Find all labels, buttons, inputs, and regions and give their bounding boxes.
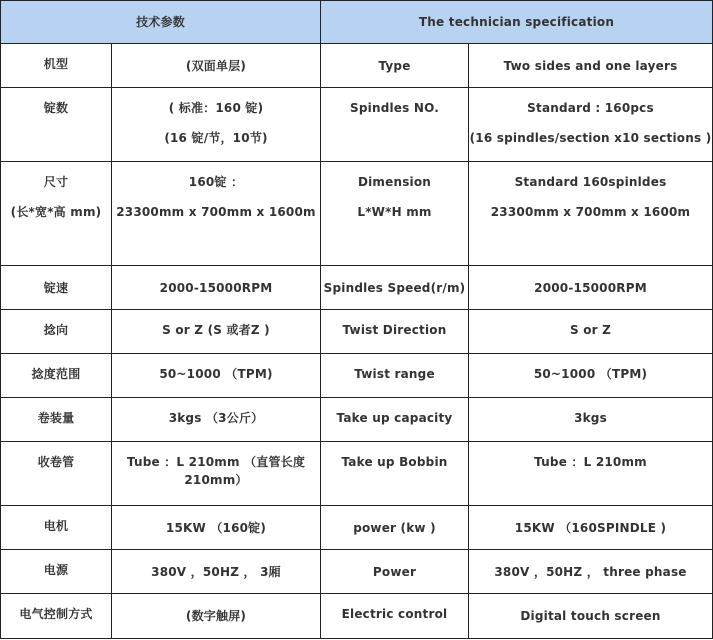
row-en-value: 380V ，50HZ ， three phase: [469, 550, 713, 594]
row-cn-value-line: 160锭 ：: [188, 175, 244, 189]
table-row: [1, 442, 713, 506]
table-row: [1, 594, 713, 639]
row-cn-value: 50~1000 （TPM): [112, 354, 321, 398]
row-cn-label: [1, 162, 112, 266]
header-row: [1, 1, 713, 44]
row-en-value: 15KW （160SPINDLE ): [469, 506, 713, 550]
row-cn-label: 电机: [1, 506, 112, 550]
row-cn-value: [112, 442, 321, 506]
row-cn-value: 2000-15000RPM: [112, 266, 321, 310]
row-en-label-line: L*W*H mm: [357, 205, 432, 219]
row-cn-value: 15KW （160锭): [112, 506, 321, 550]
row-cn-label-line: (长*宽*高 mm): [10, 205, 102, 219]
row-en-value: 50~1000 （TPM): [469, 354, 713, 398]
row-cn-label: 机型: [1, 44, 112, 88]
row-cn-value: 3kgs （3公斤）: [112, 398, 321, 442]
row-cn-value: [112, 162, 321, 266]
row-cn-label-line: 尺寸: [43, 175, 69, 189]
table-row: [1, 266, 713, 310]
row-en-value: [469, 162, 713, 266]
row-en-value: [469, 88, 713, 162]
row-en-label-line: Dimension: [357, 175, 432, 189]
row-cn-value: S or Z (S 或者Z ): [112, 310, 321, 354]
row-cn-label: 收卷管: [1, 442, 112, 506]
row-en-value-line: Standard : 160pcs: [527, 101, 654, 115]
row-en-value: Digital touch screen: [469, 594, 713, 639]
table-row: [1, 162, 713, 266]
row-en-value: 3kgs: [469, 398, 713, 442]
row-cn-value-line: 210mm）: [184, 473, 248, 487]
row-cn-label: 捻向: [1, 310, 112, 354]
header-en: The technician specification: [321, 1, 713, 44]
row-cn-value: (双面单层): [112, 44, 321, 88]
row-cn-value-line: (16 锭/节，10节): [164, 131, 268, 145]
row-cn-label: 捻度范围: [1, 354, 112, 398]
table-row: [1, 506, 713, 550]
row-en-label: Electric control: [321, 594, 469, 639]
row-en-label: Take up Bobbin: [321, 442, 469, 506]
row-en-label: Power: [321, 550, 469, 594]
row-en-label: power (kw ): [321, 506, 469, 550]
row-en-label: [321, 162, 469, 266]
row-en-value: Two sides and one layers: [469, 44, 713, 88]
row-en-label: Spindles Speed(r/m): [321, 266, 469, 310]
row-cn-value-line: ( 标准：160 锭): [168, 101, 264, 115]
row-en-label: Twist Direction: [321, 310, 469, 354]
row-cn-value: [112, 88, 321, 162]
row-cn-value-line: Tube ：L 210mm （直管长度: [126, 455, 306, 469]
header-cn: 技术参数: [1, 1, 321, 44]
row-cn-label: 电源: [1, 550, 112, 594]
row-en-value-line: (16 spindles/section x10 sections ): [469, 131, 712, 145]
row-cn-label: 电气控制方式: [1, 594, 112, 639]
row-cn-label: 卷装量: [1, 398, 112, 442]
row-en-value: Tube ：L 210mm: [469, 442, 713, 506]
row-en-value-line: Standard 160spinldes: [514, 175, 667, 189]
row-en-label: Spindles NO.: [321, 88, 469, 162]
row-cn-label: 锭数: [1, 88, 112, 162]
row-cn-value: 380V ，50HZ ， 3厢: [112, 550, 321, 594]
row-cn-value-line: 23300mm x 700mm x 1600m: [116, 205, 316, 219]
row-cn-label: 锭速: [1, 266, 112, 310]
table-row: [1, 550, 713, 594]
row-cn-value: (数字触屏): [112, 594, 321, 639]
table-row: [1, 354, 713, 398]
row-en-label: Take up capacity: [321, 398, 469, 442]
table-row: [1, 88, 713, 162]
table-row: [1, 44, 713, 88]
row-en-value: 2000-15000RPM: [469, 266, 713, 310]
table-row: [1, 310, 713, 354]
row-en-value: S or Z: [469, 310, 713, 354]
row-en-label: Twist range: [321, 354, 469, 398]
row-en-value-line: 23300mm x 700mm x 1600m: [490, 205, 691, 219]
row-en-label: Type: [321, 44, 469, 88]
table-row: [1, 398, 713, 442]
